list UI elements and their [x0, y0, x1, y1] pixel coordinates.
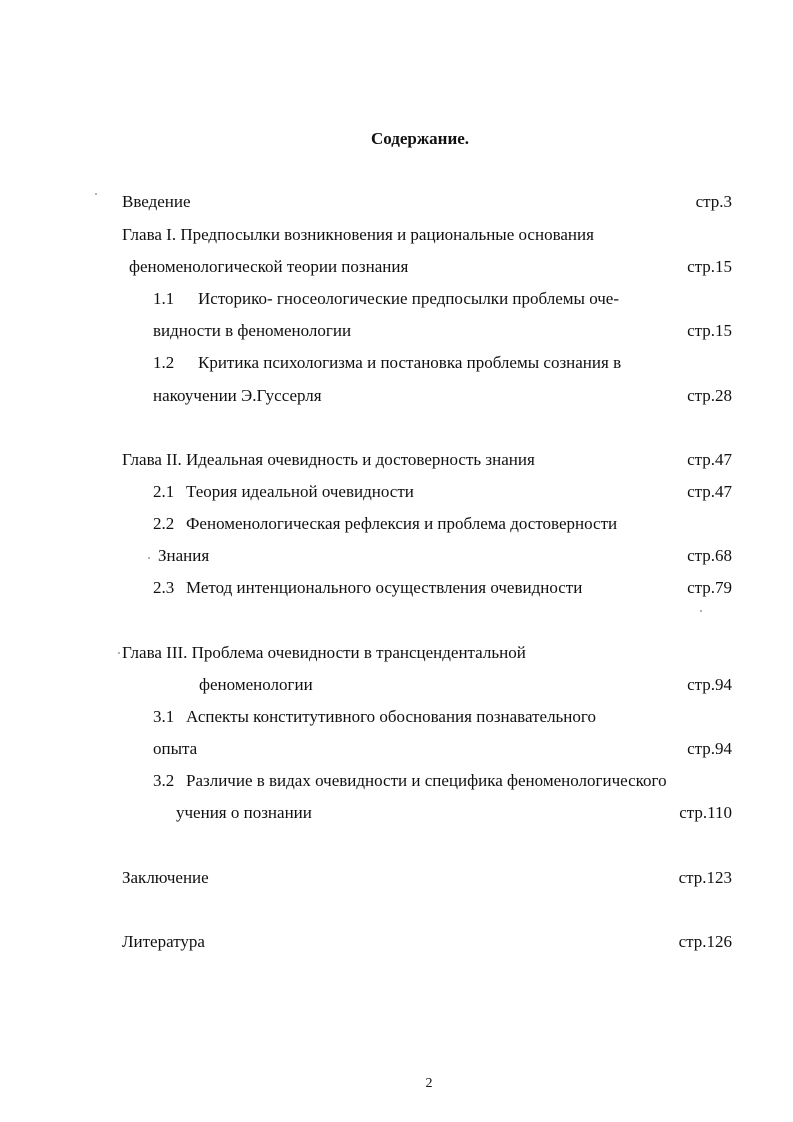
scan-speck [95, 193, 97, 195]
chapter-title-line: Глава II. Идеальная очевидность и достоверность знания [122, 450, 535, 469]
section-line [153, 771, 667, 791]
chapter-title-line: феноменологии [199, 675, 313, 694]
toc-page-ref: стр.79 [687, 578, 732, 597]
section-title-cont: накоучении Э.Гуссерля [153, 386, 322, 405]
section-number: 1.2 [153, 353, 175, 372]
toc-page-ref: стр.94 [687, 739, 732, 758]
section-title: Различие в видах очевидности и специфика феноменологического [186, 771, 667, 790]
toc-page-ref: стр.94 [687, 675, 732, 694]
chapter-title-line: Глава III. Проблема очевидности в трансцендентальной [122, 643, 526, 662]
section-title-cont: учения о познании [176, 803, 312, 822]
section-line [153, 353, 621, 373]
toc-page-ref: стр.3 [695, 192, 732, 211]
scan-speck [700, 610, 702, 612]
toc-page-ref: стр.68 [687, 546, 732, 565]
scan-speck [118, 652, 120, 654]
section-number: 1.1 [153, 289, 175, 308]
toc-page-ref: стр.15 [687, 257, 732, 276]
section-line [153, 289, 619, 309]
section-line [153, 482, 414, 502]
section-line [153, 578, 582, 598]
section-title: Аспекты конститутивного обоснования познавательного [186, 707, 596, 726]
section-title: Критика психологизма и постановка проблемы сознания в [198, 353, 622, 372]
section-title: Метод интенционального осуществления очевидности [186, 578, 583, 597]
toc-entry-label: Литература [122, 932, 205, 951]
section-number: 2.3 [153, 578, 175, 597]
section-number: 2.2 [153, 514, 175, 533]
chapter-title-line: Глава I. Предпосылки возникновения и рациональные основания [122, 225, 594, 244]
page-number: 2 [425, 1076, 433, 1091]
section-title: Теория идеальной очевидности [186, 482, 414, 501]
section-title-cont: опыта [153, 739, 198, 758]
toc-page-ref: стр.47 [687, 482, 732, 501]
toc-entry-label: Заключение [122, 868, 209, 887]
scan-speck [148, 557, 150, 559]
section-number: 2.1 [153, 482, 175, 501]
toc-page-ref: стр.123 [678, 868, 732, 887]
section-title: Историко- гносеологические предпосылки проблемы оче- [198, 289, 620, 308]
toc-title: Содержание. [370, 129, 470, 148]
toc-page-ref: стр.110 [679, 803, 732, 822]
toc-page-ref: стр.28 [687, 386, 732, 405]
section-title-cont: Знания [158, 546, 210, 565]
section-title-cont: видности в феноменологии [153, 321, 352, 340]
toc-page-ref: стр.15 [687, 321, 732, 340]
toc-page-ref: стр.47 [687, 450, 732, 469]
toc-page-ref: стр.126 [678, 932, 732, 951]
section-line [153, 707, 596, 727]
section-line [153, 514, 617, 534]
toc-entry-label: Введение [122, 192, 191, 211]
section-number: 3.2 [153, 771, 175, 790]
chapter-title-line: феноменологической теории познания [129, 257, 409, 276]
section-title: Феноменологическая рефлексия и проблема достоверности [186, 514, 618, 533]
section-number: 3.1 [153, 707, 175, 726]
